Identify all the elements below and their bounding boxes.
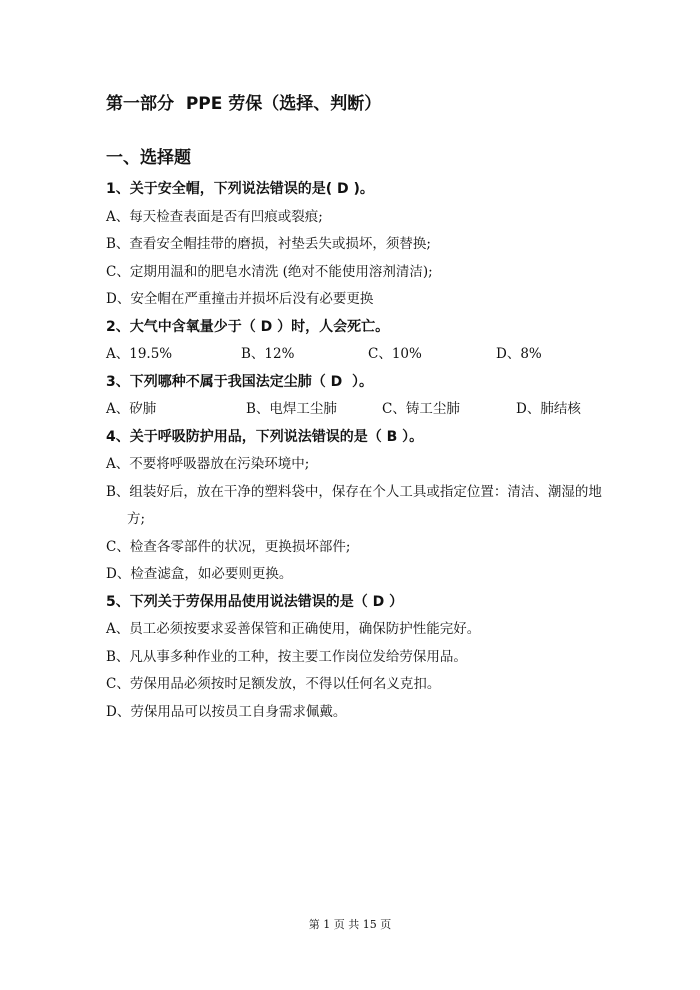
question-list bbox=[106, 176, 606, 726]
option-c: C、定期用温和的肥皂水清洗 (绝对不能使用溶剂清洁); bbox=[106, 263, 433, 280]
question-2 bbox=[106, 314, 606, 369]
option-b: B、查看安全帽挂带的磨损，衬垫丢失或损坏，须替换; bbox=[106, 236, 431, 252]
option-d: D、肺结核 bbox=[516, 401, 581, 417]
question-stem: 3、下列哪种不属于我国法定尘肺（ D ）。 bbox=[106, 373, 373, 390]
question-stem: 5、下列关于劳保用品使用说法错误的是（ D ） bbox=[106, 593, 404, 610]
question-stem: 1、关于安全帽，下列说法错误的是( D )。 bbox=[106, 181, 374, 197]
option-c: C、10% bbox=[368, 346, 422, 362]
part-title: 第一部分 PPE 劳保（选择、判断） bbox=[106, 94, 382, 114]
option-b: B、12% bbox=[241, 346, 295, 362]
option-b: B、组装好后，放在干净的塑料袋中，保存在个人工具或指定位置：清洁、潮湿的地方; bbox=[106, 483, 602, 527]
option-row bbox=[106, 341, 606, 369]
question-3 bbox=[106, 369, 606, 424]
question-stem: 4、关于呼吸防护用品，下列说法错误的是（ B ）。 bbox=[106, 428, 424, 445]
question-4 bbox=[106, 424, 606, 589]
question-stem: 2、大气中含氧量少于（ D ）时，人会死亡。 bbox=[106, 318, 390, 335]
option-row bbox=[106, 396, 606, 424]
question-5 bbox=[106, 589, 606, 727]
page-footer: 第 1 页 共 15 页 bbox=[308, 918, 392, 931]
option-d: D、检查滤盒，如必要则更换。 bbox=[106, 566, 293, 582]
option-a: A、不要将呼吸器放在污染环境中; bbox=[106, 456, 310, 472]
option-b: B、凡从事多种作业的工种，按主要工作岗位发给劳保用品。 bbox=[106, 648, 467, 665]
section-title: 一、选择题 bbox=[106, 148, 191, 168]
option-d: D、8% bbox=[496, 346, 542, 362]
option-d: D、安全帽在严重撞击并损坏后没有必要更换 bbox=[106, 291, 374, 307]
option-d: D、劳保用品可以按员工自身需求佩戴。 bbox=[106, 703, 347, 720]
option-c: C、铸工尘肺 bbox=[382, 401, 460, 417]
option-c: C、劳保用品必须按时足额发放，不得以任何名义克扣。 bbox=[106, 676, 441, 692]
option-c: C、检查各零部件的状况，更换损坏部件; bbox=[106, 538, 351, 555]
option-a: A、19.5% bbox=[106, 346, 173, 362]
option-a: A、员工必须按要求妥善保管和正确使用，确保防护性能完好。 bbox=[106, 621, 481, 637]
option-a: A、每天检查表面是否有凹痕或裂痕; bbox=[106, 208, 323, 225]
option-a: A、矽肺 bbox=[106, 401, 157, 417]
question-1 bbox=[106, 176, 606, 314]
option-b: B、电焊工尘肺 bbox=[246, 401, 337, 417]
